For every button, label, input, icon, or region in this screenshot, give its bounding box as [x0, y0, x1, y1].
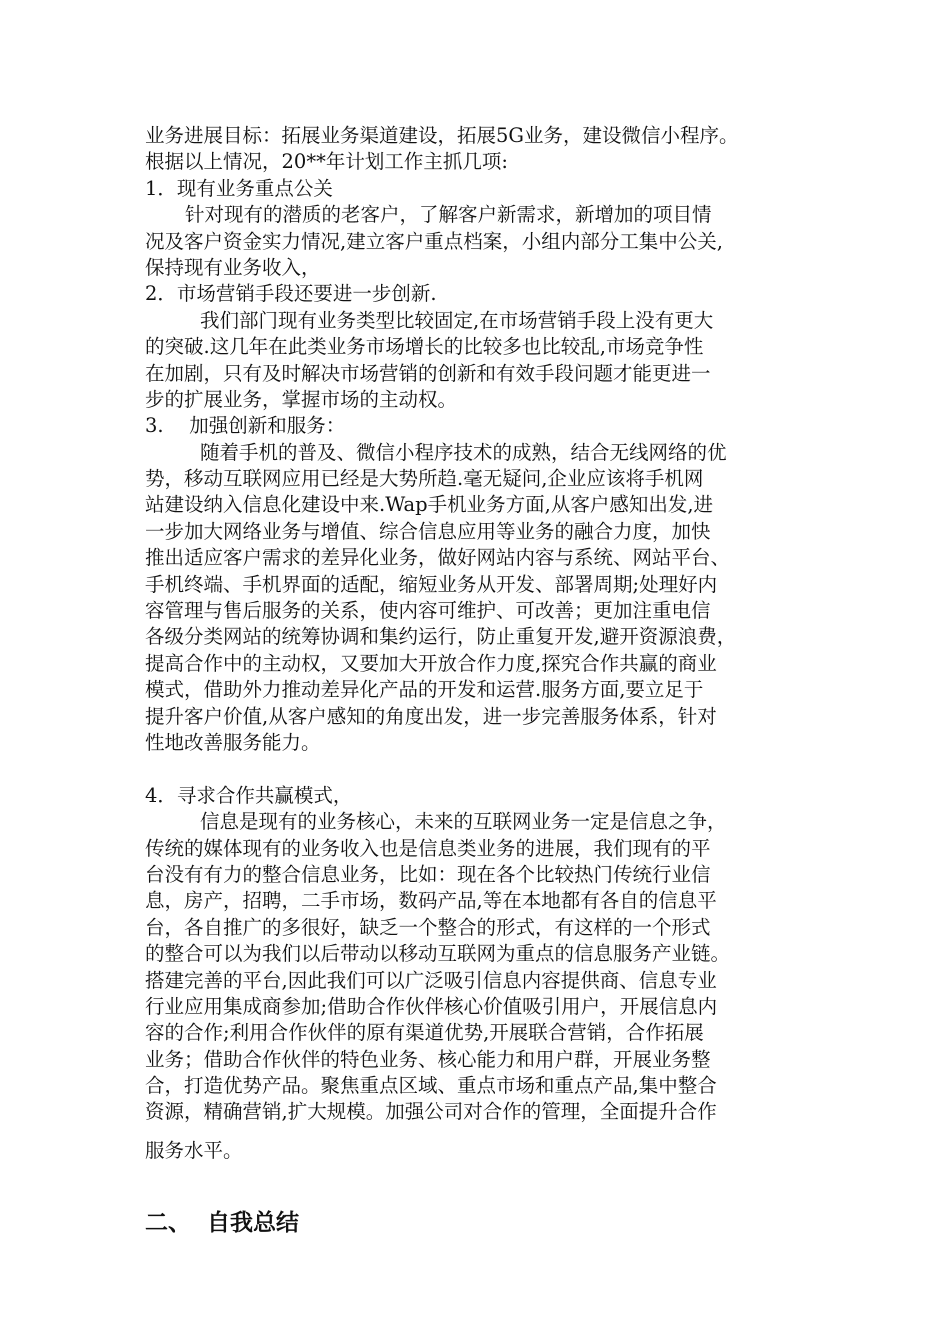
paragraph-line: 各级分类网站的统筹协调和集约运行，防止重复开发,避开资源浪费，: [145, 625, 737, 649]
paragraph-line: 推出适应客户需求的差异化业务，做好网站内容与系统、网站平台、: [145, 546, 731, 570]
paragraph-line: 的整合可以为我们以后带动以移动互联网为重点的信息服务产业链。: [145, 942, 731, 966]
paragraph-line: 的突破.这几年在此类业务市场增长的比较多也比较乱,市场竞争性: [145, 335, 704, 359]
paragraph-line: 容的合作;利用合作伙伴的原有渠道优势,开展联合营销，合作拓展: [145, 1021, 704, 1045]
item-title: 3. 加强创新和服务：: [145, 414, 346, 438]
paragraph-line: 步的扩展业务，掌握市场的主动权。: [145, 387, 458, 411]
paragraph-line: 传统的媒体现有的业务收入也是信息类业务的进展，我们现有的平: [145, 836, 711, 860]
paragraph-line: 合，打造优势产品。聚焦重点区域、重点市场和重点产品,集中整合: [145, 1074, 717, 1098]
paragraph-line: 资源，精确营销,扩大规模。加强公司对合作的管理，全面提升合作: [145, 1100, 717, 1124]
section-title: 自我总结: [207, 1210, 299, 1237]
paragraph-line: 提高合作中的主动权，又要加大开放合作力度,探究合作共赢的商业: [145, 651, 717, 675]
item-title: 4．寻求合作共赢模式，: [145, 783, 353, 807]
paragraph-line: 搭建完善的平台,因此我们可以广泛吸引信息内容提供商、信息专业: [145, 968, 717, 992]
item-title: 1．现有业务重点公关: [145, 176, 333, 200]
paragraph-line: 针对现有的潜质的老客户，了解客户新需求，新增加的项目情: [185, 203, 712, 227]
blank-line: [145, 756, 820, 782]
paragraph-line: 息，房产，招聘，二手市场，数码产品,等在本地都有各自的信息平: [145, 889, 717, 913]
paragraph-line: 提升客户价值,从客户感知的角度出发，进一步完善服务体系，针对: [145, 704, 717, 728]
paragraph-line: 台，各自推广的多很好，缺乏一个整合的形式，有这样的一个形式: [145, 915, 711, 939]
intro-line: 业务进展目标：拓展业务渠道建设，拓展5G业务，建设微信小程序。: [145, 124, 739, 147]
item-title: 2．市场营销手段还要进一步创新.: [145, 282, 437, 306]
paragraph-line: 随着手机的普及、微信小程序技术的成熟，结合无线网络的优: [200, 440, 727, 464]
paragraph-line: 在加剧，只有及时解决市场营销的创新和有效手段问题才能更进一: [145, 361, 711, 385]
paragraph-line: 势，移动互联网应用已经是大势所趋.毫无疑问,企业应该将手机网: [145, 467, 704, 491]
section-number: 二、: [145, 1210, 191, 1237]
paragraph-line: 站建设纳入信息化建设中来.Wap手机业务方面,从客户感知出发,进: [145, 493, 714, 517]
section-heading: [145, 1208, 820, 1238]
paragraph-line: 信息是现有的业务核心，未来的互联网业务一定是信息之争，: [200, 810, 727, 834]
paragraph-line: 我们部门现有业务类型比较固定,在市场营销手段上没有更大: [200, 308, 714, 332]
paragraph-line: 行业应用集成商参加;借助合作伙伴核心价值吸引用户，开展信息内: [145, 994, 718, 1018]
paragraph-line: 保持现有业务收入，: [145, 255, 321, 279]
intro-line: 根据以上情况，20**年计划工作主抓几项:: [145, 150, 508, 174]
document-page: [145, 123, 820, 1238]
paragraph-line: 容管理与售后服务的关系，使内容可维护、可改善；更加注重电信: [145, 599, 711, 623]
paragraph-line: 服务水平。: [145, 1138, 243, 1162]
paragraph-line: 一步加大网络业务与增值、综合信息应用等业务的融合力度，加快: [145, 519, 711, 543]
paragraph-line: 业务；借助合作伙伴的特色业务、核心能力和用户群，开展业务整: [145, 1047, 711, 1071]
paragraph-line: 手机终端、手机界面的适配，缩短业务从开发、部署周期;处理好内: [145, 572, 718, 596]
paragraph-line: 模式，借助外力推动差异化产品的开发和运营.服务方面,要立足于: [145, 678, 704, 702]
paragraph-line: 台没有有力的整合信息业务，比如：现在各个比较热门传统行业信: [145, 862, 711, 886]
paragraph-line: 性地改善服务能力。: [145, 730, 321, 754]
paragraph-line: 况及客户资金实力情况,建立客户重点档案，小组内部分工集中公关,: [145, 229, 723, 253]
